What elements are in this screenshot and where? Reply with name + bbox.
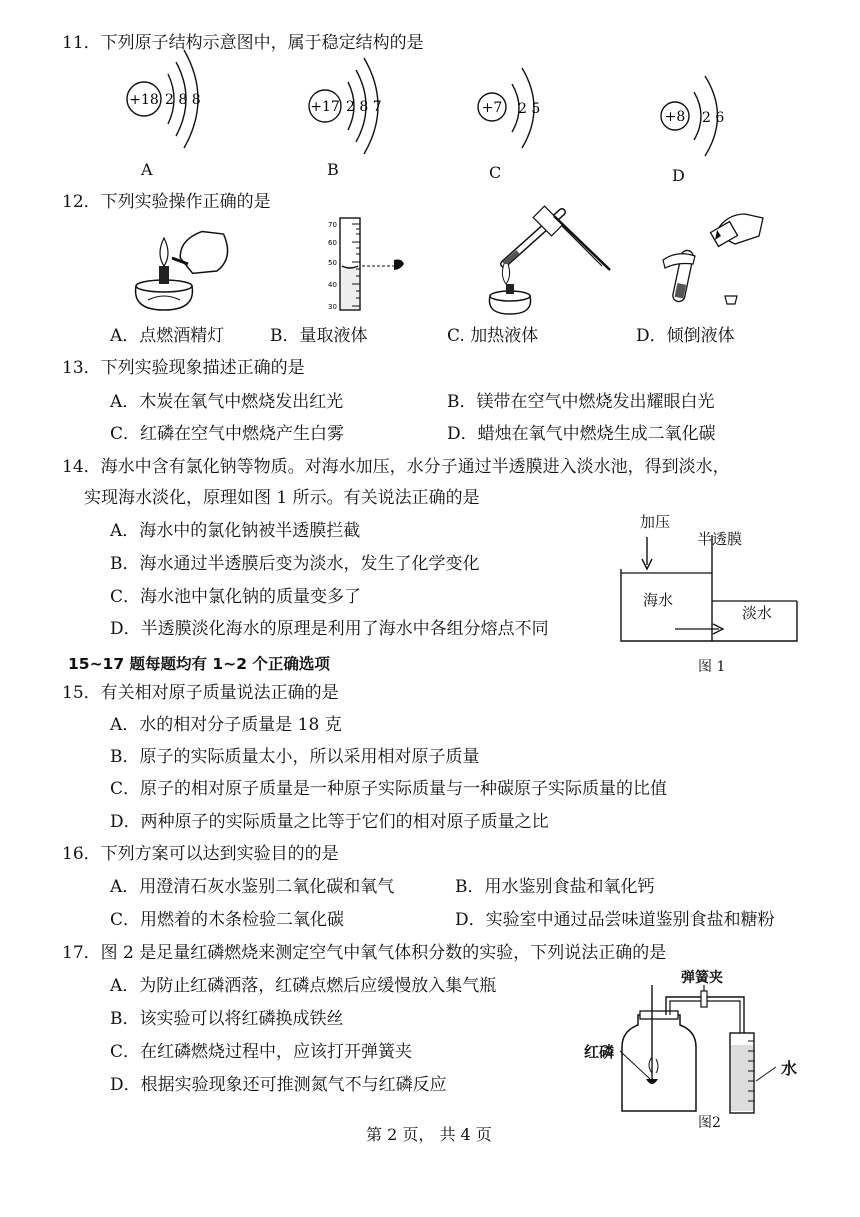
- q12-option-b: B．量取液体: [270, 326, 368, 346]
- q15-option-a: A．水的相对分子质量是 18 克: [110, 715, 342, 735]
- q13-option-d: D．蜡烛在氧气中燃烧生成二氧化碳: [447, 424, 716, 444]
- q13-option-c: C．红磷在空气中燃烧产生白雾: [110, 424, 345, 444]
- q16-option-d: D．实验室中通过品尝味道鉴别食盐和糖粉: [455, 910, 775, 930]
- section-note: 15~17 题每题均有 1~2 个正确选项: [68, 655, 330, 673]
- atom-diagram-c: [478, 68, 540, 148]
- fig2-phosphorus-label: 红磷: [584, 1043, 615, 1061]
- q14-option-a: A．海水中的氯化钠被半透膜拦截: [110, 521, 361, 541]
- atom-b-electrons: 2 8 7: [346, 99, 382, 115]
- q14-option-c: C．海水池中氯化钠的质量变多了: [110, 587, 362, 607]
- q15-option-c: C．原子的相对原子质量是一种原子实际质量与一种碳原子实际质量的比值: [110, 779, 668, 799]
- q16-stem: 16．下列方案可以达到实验目的的是: [62, 844, 339, 864]
- q11-stem: 11．下列原子结构示意图中，属于稳定结构的是: [62, 33, 424, 53]
- q13-option-a: A．木炭在氧气中燃烧发出红光: [110, 392, 344, 412]
- q17-stem: 17．图 2 是足量红磷燃烧来测定空气中氧气体积分数的实验，下列说法正确的是: [62, 943, 667, 963]
- q17-option-b: B．该实验可以将红磷换成铁丝: [110, 1009, 344, 1029]
- heating-liquid-illustration: [470, 204, 620, 316]
- atom-c-nucleus: +7: [481, 100, 503, 116]
- cylinder-tick-50: 50: [328, 259, 337, 267]
- q11-atom-diagrams: [110, 48, 750, 198]
- q12-option-c: C. 加热液体: [447, 326, 539, 346]
- atom-d-electrons: 2 6: [702, 110, 725, 126]
- fig1-membrane-label: 半透膜: [697, 530, 743, 548]
- q15-option-b: B．原子的实际质量太小，所以采用相对原子质量: [110, 747, 480, 767]
- atom-c-electrons: 2 5: [518, 101, 541, 117]
- cylinder-tick-30: 30: [328, 303, 337, 311]
- cylinder-tick-70: 70: [328, 221, 337, 229]
- atom-a-nucleus: +18: [129, 92, 159, 108]
- q16-option-a: A．用澄清石灰水鉴别二氧化碳和氧气: [110, 877, 395, 897]
- q14-stem-line2: 实现海水淡化，原理如图 1 所示。有关说法正确的是: [84, 488, 480, 508]
- atom-a-electrons: 2 8 8: [165, 92, 201, 108]
- atom-b-letter: B: [327, 160, 339, 179]
- atom-diagram-b: [309, 58, 382, 154]
- page-footer: 第 2 页， 共 4 页: [366, 1125, 492, 1144]
- q15-option-d: D．两种原子的实际质量之比等于它们的相对原子质量之比: [110, 812, 549, 832]
- q14-option-b: B．海水通过半透膜后变为淡水，发生了化学变化: [110, 554, 480, 574]
- atom-diagram-a: [127, 50, 201, 148]
- q15-stem: 15．有关相对原子质量说法正确的是: [62, 683, 339, 703]
- q16-option-b: B．用水鉴别食盐和氧化钙: [455, 877, 655, 897]
- atom-d-nucleus: +8: [664, 109, 686, 125]
- cylinder-tick-40: 40: [328, 281, 337, 289]
- q17-option-d: D．根据实验现象还可推测氮气不与红磷反应: [110, 1075, 447, 1095]
- q12-option-a: A．点燃酒精灯: [110, 326, 225, 346]
- fig2-water-label: 水: [781, 1059, 798, 1078]
- atom-diagram-d: [661, 76, 724, 156]
- fig1-caption: 图 1: [698, 659, 726, 675]
- fig2-clamp-label: 弹簧夹: [681, 970, 723, 986]
- fig1-freshwater-label: 淡水: [742, 604, 773, 622]
- atom-c-letter: C: [489, 163, 502, 182]
- q13-option-b: B．镁带在空气中燃烧发出耀眼白光: [447, 392, 715, 412]
- q14-option-d: D．半透膜淡化海水的原理是利用了海水中各组分熔点不同: [110, 619, 549, 639]
- q12-stem: 12．下列实验操作正确的是: [62, 192, 271, 212]
- graduated-cylinder-illustration: [290, 214, 410, 314]
- q14-stem-line1: 14．海水中含有氯化钠等物质。对海水加压，水分子通过半透膜进入淡水池，得到淡水，: [62, 457, 730, 477]
- cylinder-tick-60: 60: [328, 239, 337, 247]
- atom-d-letter: D: [672, 166, 685, 185]
- atom-b-nucleus: +17: [310, 99, 340, 115]
- atom-a-letter: A: [141, 160, 153, 179]
- q13-stem: 13．下列实验现象描述正确的是: [62, 358, 305, 378]
- pouring-liquid-illustration: [655, 204, 775, 316]
- q17-option-a: A．为防止红磷洒落，红磷点燃后应缓慢放入集气瓶: [110, 976, 497, 996]
- q12-option-d: D．倾倒液体: [636, 326, 735, 346]
- q17-option-c: C．在红磷燃烧过程中，应该打开弹簧夹: [110, 1042, 413, 1062]
- fig2-caption: 图2: [698, 1115, 721, 1131]
- phosphorus-combustion-apparatus: [580, 975, 810, 1120]
- q16-option-c: C．用燃着的木条检验二氧化碳: [110, 910, 345, 930]
- alcohol-lamp-lighting-illustration: [128, 214, 238, 314]
- fig1-pressure-label: 加压: [640, 513, 671, 531]
- fig1-seawater-label: 海水: [643, 591, 674, 609]
